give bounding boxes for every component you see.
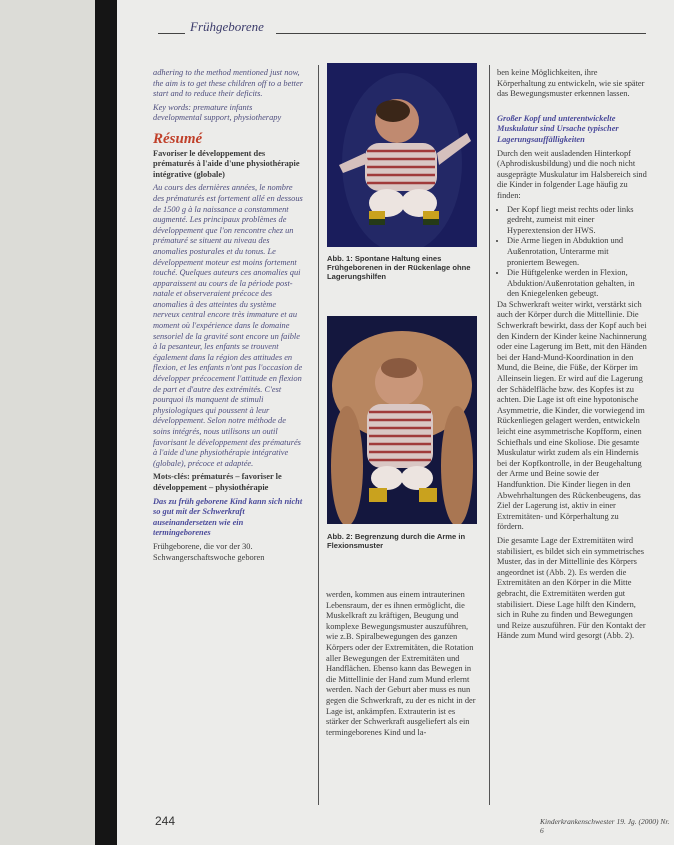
list-item: • Die Arme liegen in Abduktion und Außenrotation, Unterarme mit proniertem Bewegen. [507,236,647,268]
posture-list [497,205,647,300]
column-1 [153,68,303,566]
resume-title: Favoriser le développement des prématurés à l'aide d'une physiothérapie intégrative (globale) [153,148,300,179]
column-2 [326,590,476,741]
column-divider-1 [318,65,319,805]
scan-edge-shadow [95,0,117,845]
column-3 [497,68,647,645]
list-item: • Die Hüftgelenke werden in Flexion, Abduktion/Außenrotation gehalten, in den Kniegelenken gebeugt. [507,268,647,300]
journal-footer: Kinderkrankenschwester 19. Jg. (2000) Nr. 6 [540,817,670,835]
figure-2-photo [327,316,477,524]
resume-body: Au cours des dernières années, le nombre des prématurés est fortement allé en dessous de 1500 g à la naissance a constamment augmenté. Les principaux problèmes de développement que l'on rencontre chez un prématuré se situent au niveau des anomalies posturales et du tonus. Le développement moteur est moins fortement touché. Quelques auteurs ces anomalies qui apparaissent au cours de la période post-natale et observeraient précoce des anomalies à des atteintes du système nerveux central encore très immature et au moment où l'expérience dans le domaine sensoriel de la gravité sont encore un faible à la pesanteur, les enfants se trouvent également dans la région des attitudes en flexion, et les enfants n'ont pas l'occasion de développer précocement l'attitude en flexion de part et d'autre des extrémités. C'est pourquoi ils manquent de stimuli physiologiques qui poussent à leur développement. Selon notre méthode de soins intégrés, nous utilisons un outil favorisant le développement des prématurés à l'aide d'une physiothérapie intégrative (globale), précoce et adaptée. [153,183,303,468]
col3-body-1: Durch den weit ausladenden Hinterkopf (Aphrodiskusbildung) und die noch nicht ausgeprägte Muskulatur im Halsbereich sind die Kinder in folgender Lage häufig zu finden: [497,148,647,200]
page-number: 244 [155,814,176,828]
header-rule-right [276,33,646,34]
page-header-title: Frühgeborene [190,19,264,34]
col3-body-2: Da Schwerkraft weiter wirkt, verstärkt sich auch der Körper durch die Mittellinie. Die Schwerkraft bewirkt, dass der Kopf auch bei den Kindern der Kinder keine Nachinnerung oder eine Lagerung im Bett, mit den Händen bei der Hand-Mund-Koordination in den Mund, die Beine, die Füße, der Körper im Alleinsein liegen. Er wird auf die Lagerung der Schädelfläche bzw. des Kopfes ist zu achten. Die Lage ist oft eine hypotonische Asymmetrie, die Kinder, die vorwiegend im Rückenliegen gelagert werden, entwickeln leicht eine asymmetrische Kopfform, einen Schiefhals und eine Skoliose. Die gesamte Muskulatur wirkt zudem als ein Hindernis bei der Kopfkontrolle, in der Beugehaltung der Arme und Beine sowie der Handfunktion. Die Kinder liegen in den Abwehrhaltungen des Rückenbeugens, das Ziel der Lagerung ist, aktiv in einer Extremitäten- und Körperhaltung zu fördern. [497,299,647,532]
col2-body: werden, kommen aus einem intrauterinen Lebensraum, der es ihnen ermöglicht, die Muskelkraft zu kräftigen, Beugung und komplexe Bewegungsmuster auszuführen, wie z.B. Spiralbewegungen des ganzen Körpers oder der Extremitäten, die Rotation aller Bewegungen der Extremitäten und Handflächen. Ebenso kann das Bewegen in die Mittellinie der Hand zum Mund erlernt werden. Nach der Geburt aber muss es nun gegen die Schwerkraft, zu der es nicht in der Lage ist, ankämpfen. Extrauterin ist es stärker der Schwerkraft ausgeliefert als ein termingeborenes Kind und la- [326,590,476,737]
keywords: Key words: premature infants developmental support, physiotherapy [153,102,282,123]
figure-1-photo [327,63,477,247]
figure-2-caption: Abb. 2: Begrenzung durch die Arme in Flexionsmuster [327,532,466,550]
mots-cles: Mots-clés: prématurés – favoriser le développement – physiothérapie [153,472,282,492]
header-rule-left [158,33,185,34]
resume-heading: Résumé [153,130,203,147]
section-heading-2: Großer Kopf und unterentwickelte Muskulatur sind Ursache typischer Lagerungsauffälligkeiten [497,113,619,144]
column-divider-2 [489,65,490,805]
abstract-end: adhering to the method mentioned just now, the aim is to get these children off to a better start and to reduce their deficits. [153,68,303,99]
section-heading-1: Das zu früh geborene Kind kann sich nicht so gut mit der Schwerkraft auseinandersetzen wie ein termingeborenes [153,496,303,538]
col3-intro: ben keine Möglichkeiten, ihre Körperhaltung zu entwickeln, wie sie später das Bewegungsmuster erkennen lassen. [497,68,645,99]
list-item: • Der Kopf liegt meist rechts oder links gedreht, zumeist mit einer Hyperextension der HWS. [507,205,647,237]
section-body-1: Frühgeborene, die vor der 30. Schwangerschaftswoche geboren [153,541,265,562]
figure-1-caption: Abb. 1: Spontane Haltung eines Frühgeborenen in der Rückenlage ohne Lagerungshilfen [327,254,471,281]
col3-body-3: Die gesamte Lage der Extremitäten wird stabilisiert, es bildet sich ein symmetrisches Muster, das in der Mittellinie des Körpers angeordnet ist (Abb. 2). Es werden die Extremitäten an den Körper in die Mitte gebracht, die Extremitäten werden gut stabilisiert. Diese Lage hilft den Kindern, sich in Ruhe zu finden und Bewegungen und Reize auszuführen. Für den Kontakt der Hände zum Mund wird gesorgt (Abb. 2). [497,535,646,641]
